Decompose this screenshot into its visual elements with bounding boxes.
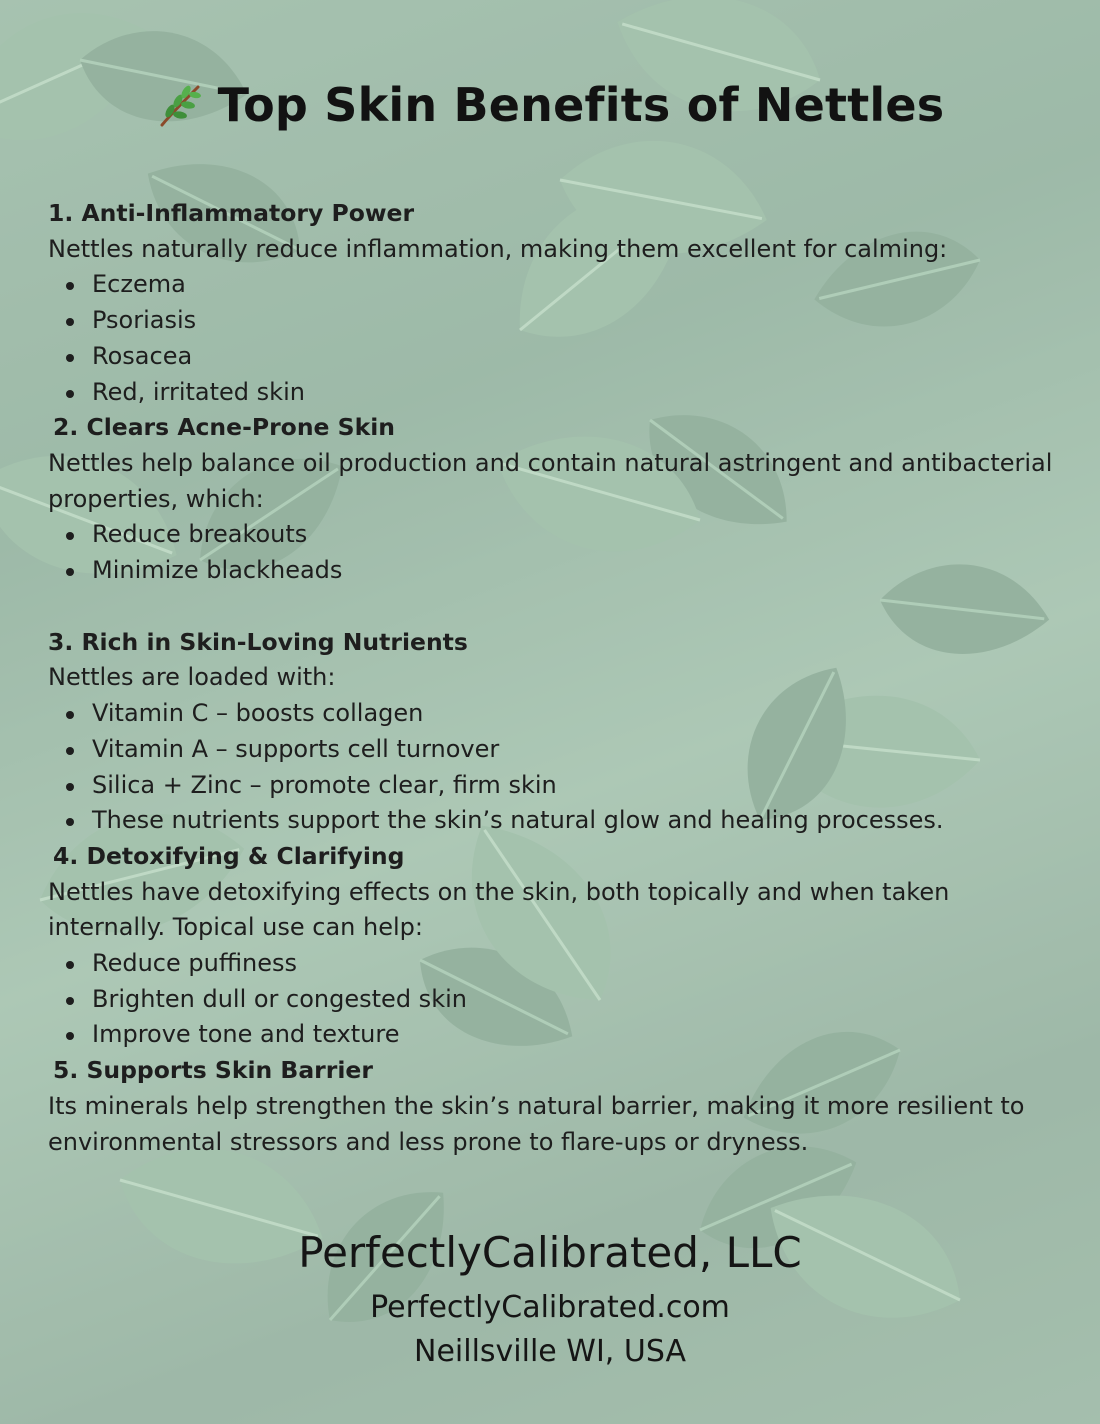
section-intro: Nettles naturally reduce inflammation, making them excellent for calming: (48, 234, 948, 263)
benefits-body (48, 196, 1058, 1160)
section-intro: Nettles have detoxifying effects on the skin, both topically and when taken internally. Topical use can help: (48, 877, 950, 942)
bullet-list (48, 517, 1058, 588)
list-item: Brighten dull or congested skin (92, 982, 1058, 1018)
website-link[interactable]: PerfectlyCalibrated.com (370, 1290, 730, 1325)
list-item: Psoriasis (92, 303, 1058, 339)
section-heading: 3. Rich in Skin-Loving Nutrients (48, 627, 468, 656)
company-location: Neillsville WI, USA (414, 1334, 686, 1369)
list-item: Minimize blackheads (92, 553, 1058, 589)
list-item: These nutrients support the skin’s natural glow and healing processes. (92, 803, 1058, 839)
page-title-text: Top Skin Benefits of Nettles (217, 78, 945, 132)
section-intro: Its minerals help strengthen the skin’s natural barrier, making it more resilient to environmental stressors and less prone to flare-ups or dryness. (48, 1091, 1025, 1156)
list-item: Reduce puffiness (92, 946, 1058, 982)
section-heading: 2. Clears Acne-Prone Skin (53, 413, 396, 442)
list-item: Vitamin A – supports cell turnover (92, 732, 1058, 768)
section-heading: 1. Anti-Inflammatory Power (48, 199, 415, 227)
list-item: Reduce breakouts (92, 517, 1058, 553)
bullet-list (48, 696, 1058, 839)
section-heading: 4. Detoxifying & Clarifying (53, 841, 405, 870)
section-heading: 5. Supports Skin Barrier (53, 1056, 373, 1085)
list-item: Silica + Zinc – promote clear, firm skin (92, 768, 1058, 804)
company-name: PerfectlyCalibrated, LLC (298, 1228, 802, 1277)
section-intro: Nettles are loaded with: (48, 663, 336, 692)
list-item: Eczema (92, 267, 1058, 303)
list-item: Improve tone and texture (92, 1017, 1058, 1053)
bullet-list (48, 267, 1058, 410)
herb-sprig-icon (156, 81, 204, 129)
list-item: Red, irritated skin (92, 375, 1058, 411)
list-item: Vitamin C – boosts collagen (92, 696, 1058, 732)
page-title (0, 78, 1100, 132)
bullet-list (48, 946, 1058, 1053)
section-spacer (48, 589, 1058, 625)
section-intro: Nettles help balance oil production and contain natural astringent and antibacterial properties, which: (48, 448, 1053, 513)
list-item: Rosacea (92, 339, 1058, 375)
